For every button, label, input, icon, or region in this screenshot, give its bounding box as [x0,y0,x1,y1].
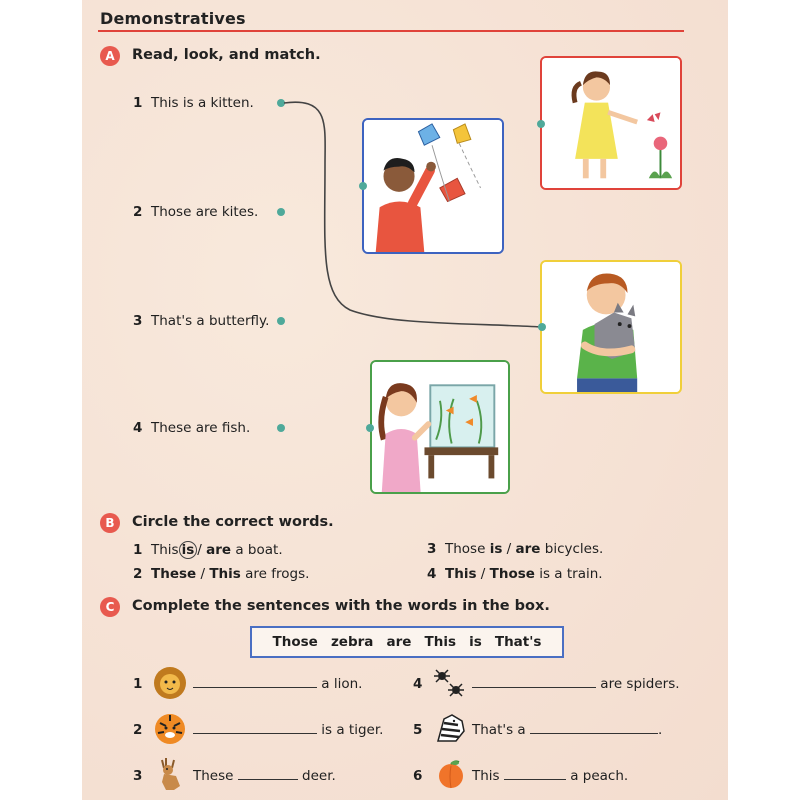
item-c6-number: 6 [413,768,423,784]
item-c3-post: deer. [302,768,336,784]
item-b1-option2[interactable]: are [206,542,232,558]
item-c3-pre: These [193,768,234,784]
item-b3-pre: Those [445,541,486,557]
item-b1-number: 1 [133,542,143,558]
item-b4 [427,566,603,582]
item-b2-post: are frogs. [245,566,310,582]
word-box-word: Those [272,634,318,650]
item-c5-number: 5 [413,722,423,738]
item-a4-number: 4 [133,420,143,436]
word-box-word: is [469,634,482,650]
item-b1-separator: / [197,542,202,558]
item-a1-text: This is a kitten. [151,95,254,111]
section-c-heading: Complete the sentences with the words in the box. [132,598,550,614]
tiger-icon [152,711,188,747]
word-box-word: zebra [330,634,374,650]
item-c1-number: 1 [133,676,143,692]
section-c-badge: C [100,597,120,617]
item-b2-option1[interactable]: These [151,566,197,582]
item-b4-option1[interactable]: This [445,566,477,582]
item-b1-post: a boat. [235,542,283,558]
section-b-badge: B [100,513,120,533]
item-c5-blank[interactable] [530,723,658,734]
item-b1 [133,541,283,559]
item-c4-post: are spiders. [600,676,680,692]
item-c6-post: a peach. [570,768,629,784]
item-b4-separator: / [480,566,486,582]
match-dot-picture-4[interactable] [366,424,374,432]
item-c6-sentence [472,768,628,784]
girl-butterfly-illustration [542,58,680,188]
item-c2-blank[interactable] [193,723,317,734]
item-b1-pre: This [151,542,179,558]
item-c1-blank[interactable] [193,677,317,688]
boy-kites-illustration [364,120,502,252]
picture-girl-butterfly[interactable] [540,56,682,190]
item-a3-text: That's a butterfly. [151,313,270,329]
boy-kitten-illustration [542,262,680,392]
item-c6-pre: This [472,768,500,784]
item-b3-post: bicycles. [544,541,604,557]
match-dot-a4[interactable] [277,424,285,432]
match-dot-picture-3[interactable] [538,323,546,331]
word-box-word: are [386,634,412,650]
word-box [250,626,564,658]
item-c2-sentence [193,722,383,738]
item-a3-number: 3 [133,313,143,329]
item-b1-option1-circled[interactable]: is [179,541,198,559]
item-c1-sentence [193,676,362,692]
item-c1-post: a lion. [321,676,363,692]
item-b2-number: 2 [133,566,143,582]
zebra-icon [432,711,468,747]
match-dot-picture-1[interactable] [537,120,545,128]
item-b2 [133,566,309,582]
girl-aquarium-illustration [372,362,508,492]
item-c5-post: . [657,722,663,738]
item-a4-text: These are fish. [151,420,251,436]
picture-boy-kitten[interactable] [540,260,682,394]
picture-girl-aquarium[interactable] [370,360,510,494]
item-b3 [427,541,603,557]
word-box-word: That's [494,634,542,650]
item-a2-text: Those are kites. [151,204,259,220]
word-box-word: This [424,634,456,650]
item-b3-separator: / [506,541,512,557]
item-c4-sentence [472,676,680,692]
section-a-badge: A [100,46,120,66]
item-c5-sentence [472,722,662,738]
item-a1-number: 1 [133,95,143,111]
item-a2-number: 2 [133,204,143,220]
section-a-heading: Read, look, and match. [132,47,321,63]
item-c4-number: 4 [413,676,423,692]
spiders-icon [432,666,468,700]
item-b2-separator: / [200,566,206,582]
item-b3-option2[interactable]: are [515,541,541,557]
item-b2-option2[interactable]: This [209,566,241,582]
match-dot-picture-2[interactable] [359,182,367,190]
item-c4-blank[interactable] [472,677,596,688]
item-b3-number: 3 [427,541,437,557]
item-c3-number: 3 [133,768,143,784]
item-c3-sentence [193,768,336,784]
peach-icon [435,758,467,790]
section-b-heading: Circle the correct words. [132,514,334,530]
lion-icon [152,665,188,701]
title-divider [98,30,684,32]
deer-icon [152,756,188,792]
item-c5-pre: That's a [472,722,526,738]
item-b4-option2[interactable]: Those [489,566,535,582]
item-c2-post: is a tiger. [321,722,384,738]
item-b3-option1[interactable]: is [489,541,503,557]
item-c2-number: 2 [133,722,143,738]
picture-boy-kites[interactable] [362,118,504,254]
item-c3-blank[interactable] [238,769,298,780]
item-b4-number: 4 [427,566,437,582]
page-title: Demonstratives [100,9,246,28]
item-b4-post: is a train. [539,566,603,582]
item-c6-blank[interactable] [504,769,566,780]
